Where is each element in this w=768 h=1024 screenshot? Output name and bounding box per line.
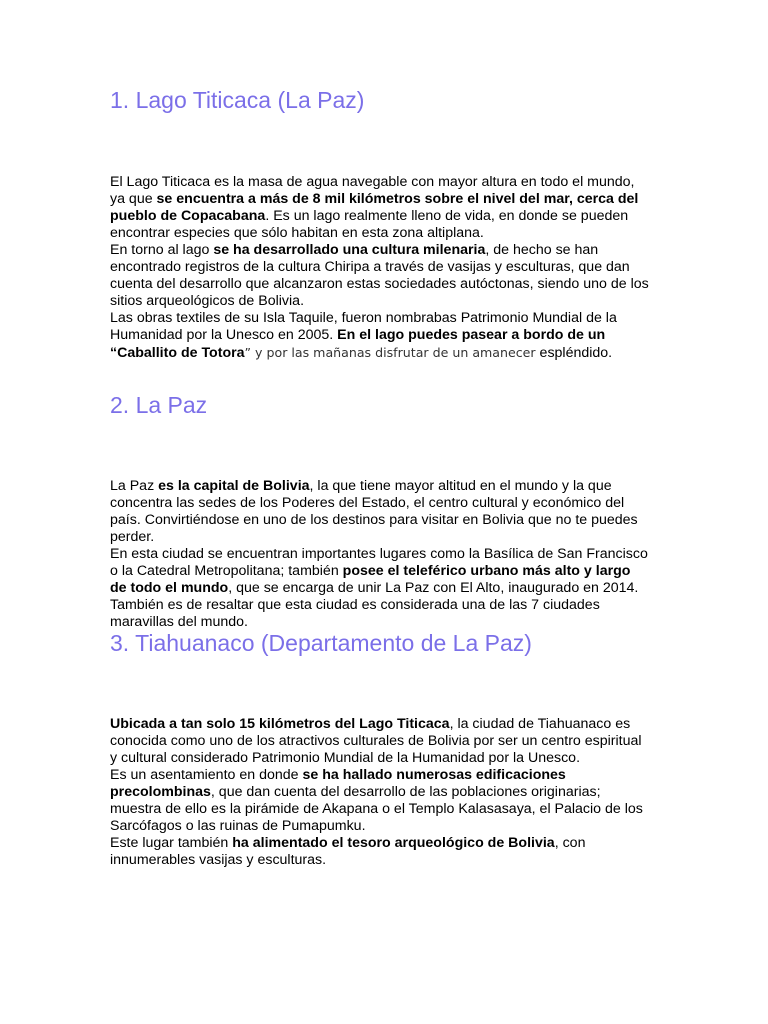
text-run: , la ciudad de Tiahuanaco es conocida como uno de los atractivos culturales de Bolivia por ser un centro espiritual y cultural considerado Patrimonio Mundial de la Humanidad por la Unesco. — [110, 716, 642, 766]
text-run: , que dan cuenta del desarrollo de las poblaciones originarias; muestra de ello es la pirámide de Akapana o el Templo Kalasasaya, el Palacio de los Sarcófagos o las ruinas de Pumapumku. — [110, 784, 643, 834]
bold-text-run: En el lago puedes pasear a bordo de un “Caballito de Totora — [110, 327, 606, 361]
section-body-la-paz — [110, 478, 650, 631]
section-body-tiahuanaco — [110, 716, 650, 869]
text-run: El Lago Titicaca es la masa de agua navegable con mayor altura en todo el mundo, ya que — [110, 174, 635, 207]
text-run: La Paz — [110, 478, 159, 494]
text-run: Este lugar también — [110, 835, 233, 851]
text-run: , de hecho se han encontrado registros de la cultura Chiripa a través de vasijas y esculturas, que dan cuenta del desarrollo que alcanzaron estas sociedades autóctonas, siendo uno de los sitios arqueológicos de Bolivia. — [110, 242, 649, 309]
section-heading-la-paz: 2. La Paz — [110, 392, 208, 418]
section-body-lago-titicaca — [110, 174, 650, 362]
section-heading-lago-titicaca: 1. Lago Titicaca (La Paz) — [110, 87, 365, 113]
bold-text-run: se encuentra a más de 8 mil kilómetros sobre el nivel del mar, cerca del pueblo de Copacabana — [110, 191, 639, 224]
bold-text-run: ha alimentado el tesoro arqueológico de Bolivia — [232, 835, 555, 851]
bold-text-run: se ha desarrollado una cultura milenaria — [213, 242, 486, 258]
paragraph — [110, 478, 650, 546]
text-run: En torno al lago — [110, 242, 214, 258]
bold-text-run: es la capital de Bolivia — [158, 478, 310, 494]
text-run: , que se encarga de unir La Paz con El Alto, inaugurado en 2014. También es de resaltar que esta ciudad es considerada una de las 7 ciudades maravillas del mundo. — [110, 580, 639, 630]
text-run: ” y por las mañanas disfrutar de un amanecer — [244, 345, 536, 360]
text-run: . Es un lago realmente lleno de vida, en donde se pueden encontrar especies que sólo habitan en esta zona altiplana. — [110, 208, 629, 241]
text-run: , con innumerables vasijas y esculturas. — [110, 835, 586, 868]
section-heading-tiahuanaco: 3. Tiahuanaco (Departamento de La Paz) — [110, 630, 532, 656]
bold-text-run: Ubicada a tan solo 15 kilómetros del Lago Titicaca — [110, 716, 450, 732]
paragraph — [110, 242, 650, 310]
text-run: , la que tiene mayor altitud en el mundo y la que concentra las sedes de los Poderes del Estado, el centro cultural y económico del país. Convirtiéndose en uno de los destinos para visitar en Bolivia que no te puedes perder. — [110, 478, 638, 545]
paragraph — [110, 716, 650, 767]
paragraph — [110, 310, 650, 362]
bold-text-run: posee el teleférico urbano más alto y largo de todo el mundo — [110, 563, 631, 596]
paragraph — [110, 174, 650, 242]
text-run: Es un asentamiento en donde — [110, 767, 303, 783]
text-run: En esta ciudad se encuentran importantes lugares como la Basílica de San Francisco o la Catedral Metropolitana; también — [110, 546, 648, 579]
bold-text-run: se ha hallado numerosas edificaciones precolombinas — [110, 767, 566, 800]
text-run: espléndido. — [535, 345, 613, 361]
paragraph — [110, 546, 650, 631]
text-run: Las obras textiles de su Isla Taquile, fueron nombrabas Patrimonio Mundial de la Humanidad por la Unesco en 2005. — [110, 310, 617, 343]
paragraph — [110, 835, 650, 869]
paragraph — [110, 767, 650, 835]
